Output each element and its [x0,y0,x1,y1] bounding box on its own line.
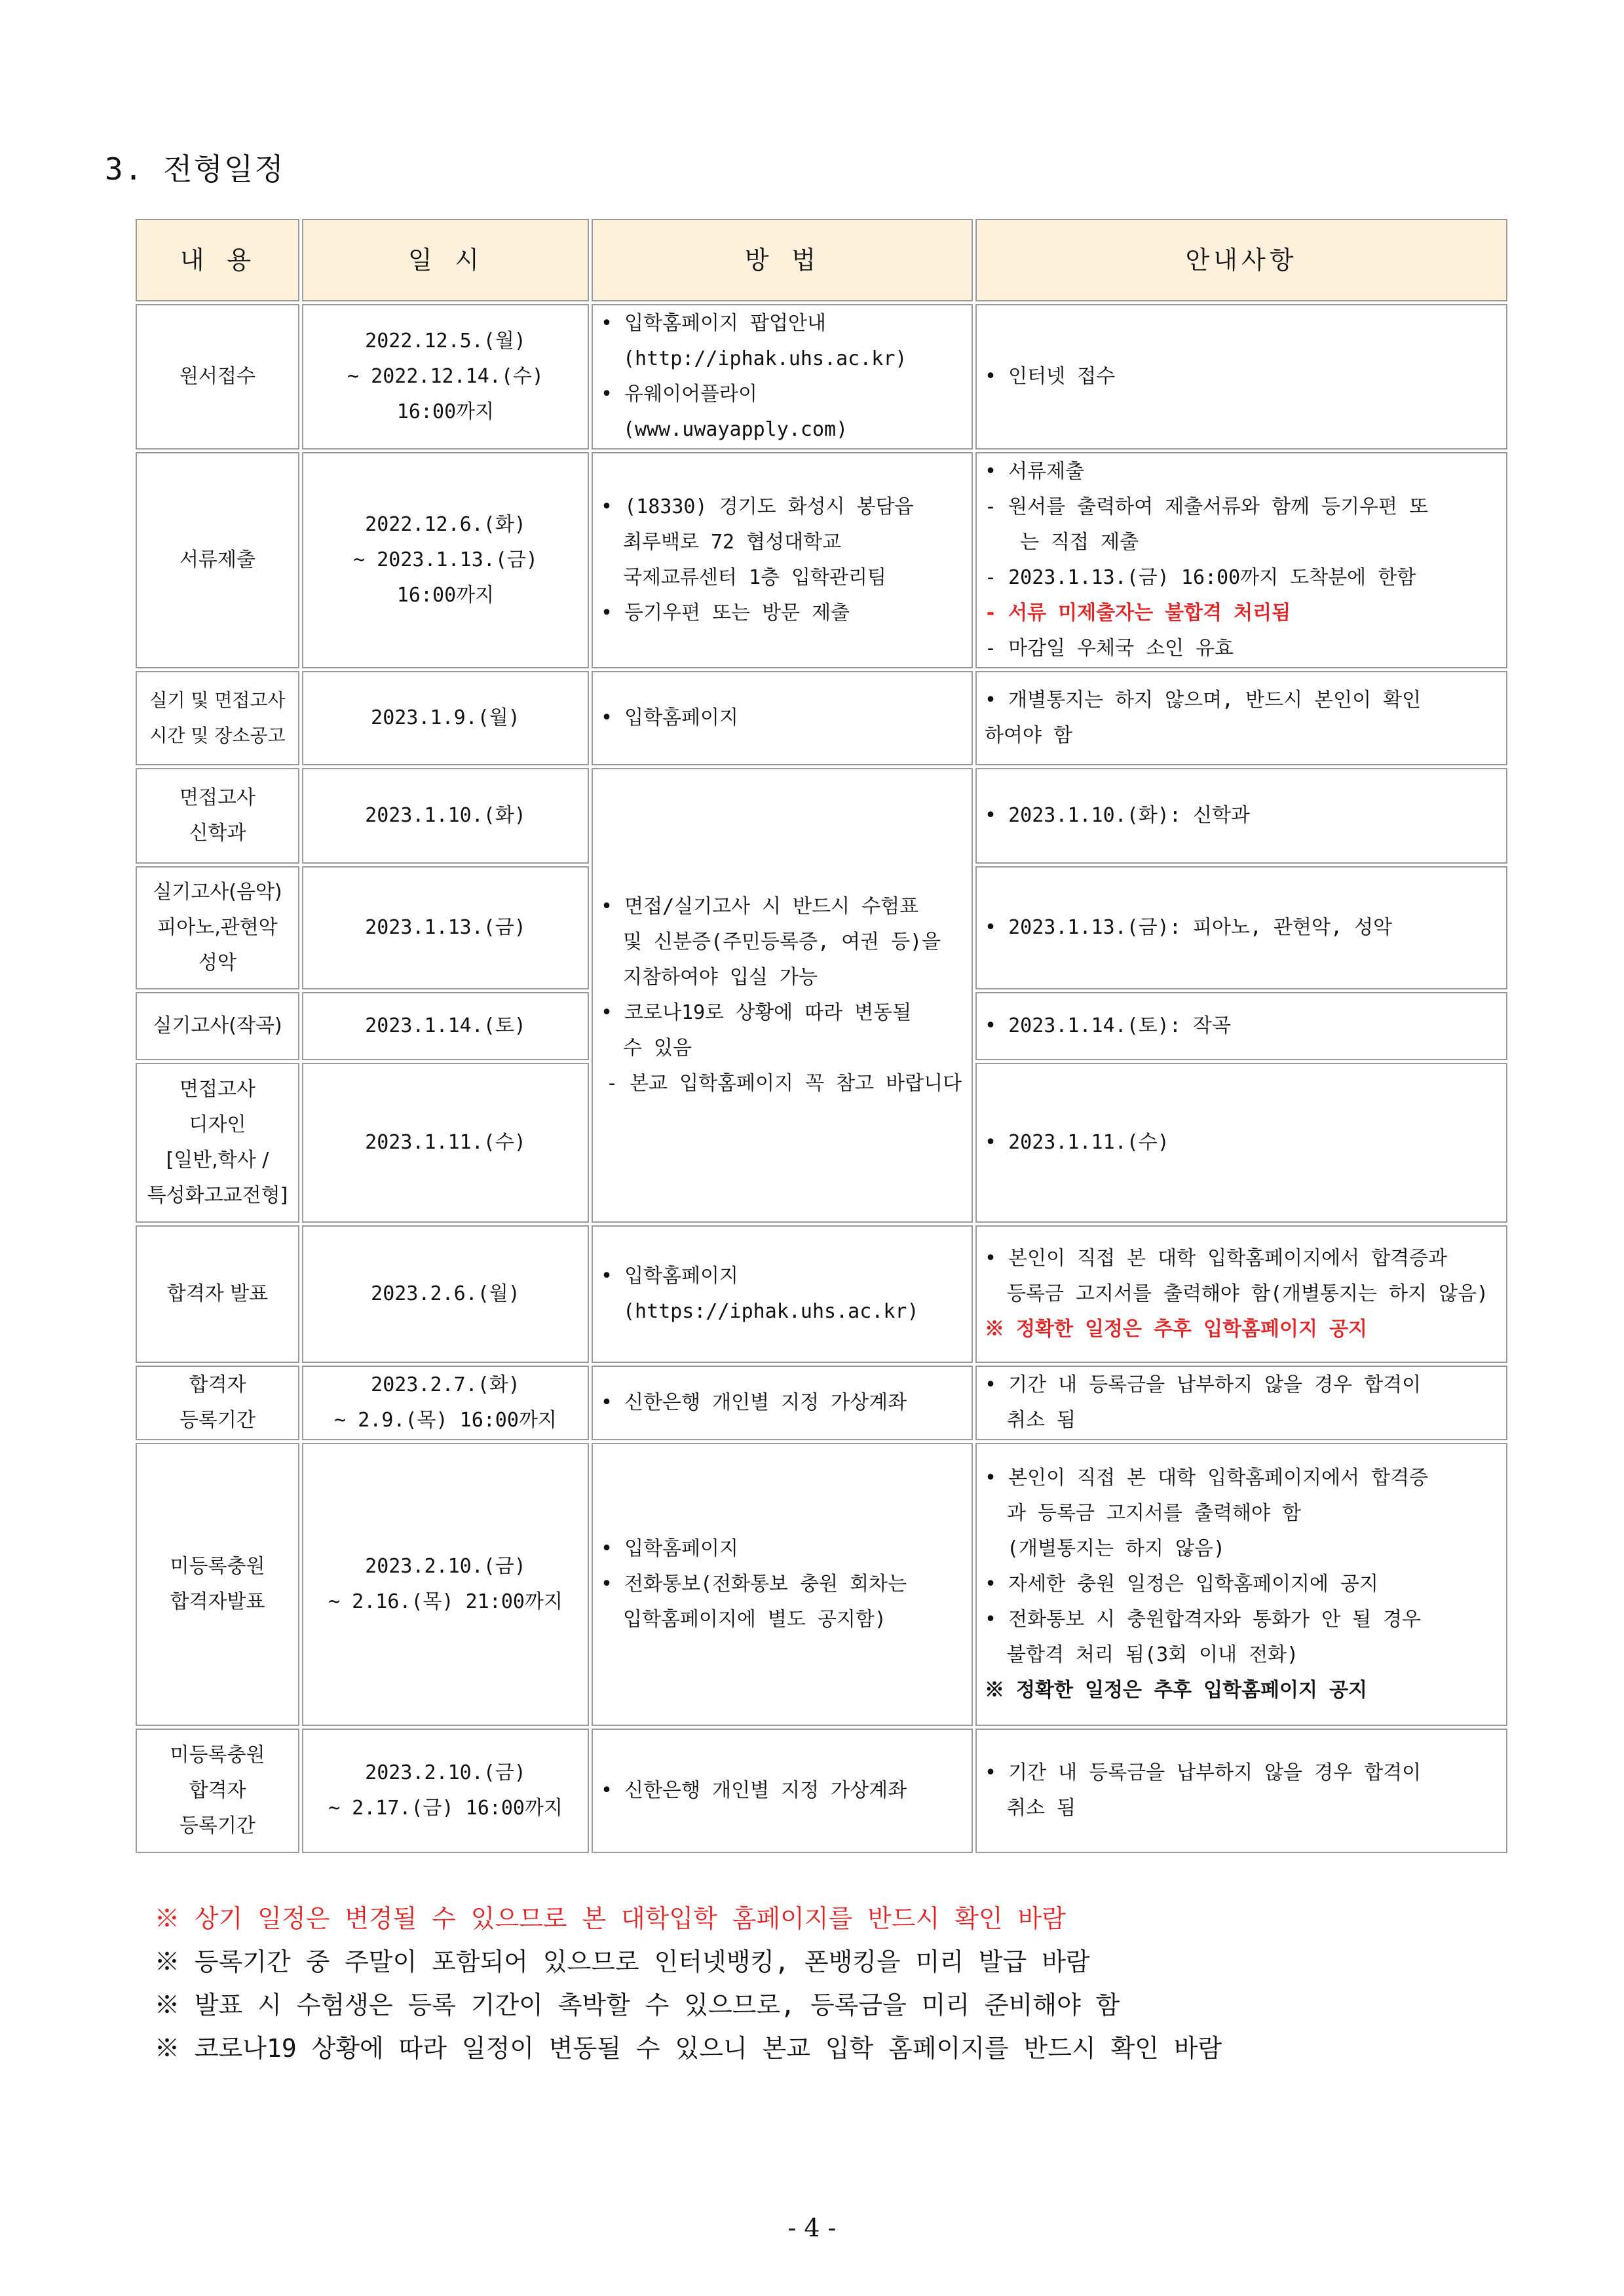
info-line: • 개별통지는 하지 않으며, 반드시 본인이 확인 [985,689,1422,712]
method-line: • 코로나19로 상황에 따라 변동될 [601,1001,912,1024]
row-method [592,1225,973,1363]
note-item-warning: ※ 상기 일정은 변경될 수 있으므로 본 대학입학 홈페이지를 반드시 확인 바람 [155,1904,1066,1933]
method-line: (www.uwayapply.com) [623,418,848,441]
header-date: 일 시 [302,219,589,301]
name-line: 디자인 [189,1113,246,1136]
name-line: 등록기간 [179,1814,255,1837]
table-row [136,768,1507,864]
row-name: 서류제출 [136,452,299,668]
row-info [975,1443,1507,1726]
name-line: 합격자 [189,1779,246,1802]
method-line: • (18330) 경기도 화성시 봉담읍 [601,495,914,518]
row-date [302,1366,589,1440]
method-line: • 입학홈페이지 [601,1265,739,1288]
row-info: • 2023.1.10.(화): 신학과 [975,768,1507,864]
row-name [136,1366,299,1440]
schedule-table [133,216,1510,1856]
table-row [136,304,1507,450]
name-line: 실기고사(음악) [153,881,282,904]
name-line: 등록기간 [179,1409,255,1432]
info-line: 는 직접 제출 [1020,531,1139,554]
row-info [975,1366,1507,1440]
method-line: 지참하여야 입실 가능 [623,966,818,989]
name-line: 합격자발표 [170,1590,265,1613]
info-line: 하여야 함 [985,724,1072,747]
info-line: 불합격 처리 됨(3회 이내 전화) [1007,1643,1299,1666]
date-line: 16:00까지 [396,400,495,423]
row-name [136,768,299,864]
row-method: • 입학홈페이지 [592,671,973,765]
method-line: • 등기우편 또는 방문 제출 [601,602,850,624]
table-row [136,1729,1507,1853]
date-line: ~ 2.17.(금) 16:00까지 [328,1797,563,1820]
name-line: 실기 및 면접고사 [149,689,286,711]
header-method: 방 법 [592,219,973,301]
info-line: • 자세한 충원 일정은 입학홈페이지에 공지 [985,1573,1379,1596]
info-line: • 본인이 직접 본 대학 입학홈페이지에서 합격증 [985,1466,1429,1489]
info-line: • 본인이 직접 본 대학 입학홈페이지에서 합격증과 [985,1247,1448,1270]
info-line: 취소 됨 [1007,1409,1076,1432]
method-line: • 전화통보(전화통보 충원 회차는 [601,1573,907,1596]
method-line: 입학홈페이지에 별도 공지함) [623,1608,886,1631]
date-line: ~ 2.9.(목) 16:00까지 [334,1409,557,1432]
date-line: 2023.2.10.(금) [365,1761,526,1784]
method-line: (http://iphak.uhs.ac.kr) [623,347,907,370]
row-name [136,1729,299,1853]
row-date: 2023.1.14.(토) [302,992,589,1060]
name-line: 합격자 [189,1373,246,1396]
table-row [136,671,1507,765]
row-method: • 신한은행 개인별 지정 가상계좌 [592,1729,973,1853]
method-line: 최루백로 72 협성대학교 [623,531,842,554]
row-info: • 2023.1.14.(토): 작곡 [975,992,1507,1060]
date-line: 16:00까지 [396,584,495,607]
name-line: 시간 및 장소공고 [149,725,286,746]
method-line: (https://iphak.uhs.ac.kr) [623,1300,919,1323]
row-name: 합격자 발표 [136,1225,299,1363]
name-line: 면접고사 [179,786,255,809]
row-method-shared [592,768,973,1223]
row-name [136,671,299,765]
row-info [975,671,1507,765]
info-line: • 기간 내 등록금을 납부하지 않을 경우 합격이 [985,1373,1422,1396]
method-line: • 유웨이어플라이 [601,383,757,406]
info-line: 과 등록금 고지서를 출력해야 함 [1007,1502,1301,1525]
name-line: 신학과 [189,822,246,845]
row-info [975,1225,1507,1363]
row-date: 2023.1.9.(월) [302,671,589,765]
name-line: 면접고사 [179,1078,255,1101]
date-line: ~ 2023.1.13.(금) [353,548,538,571]
info-line: (개별통지는 하지 않음) [1007,1537,1226,1560]
table-row [136,452,1507,668]
date-line: ~ 2022.12.14.(수) [347,365,544,388]
row-date: 2023.1.13.(금) [302,866,589,989]
header-name: 내 용 [136,219,299,301]
date-line: 2023.2.7.(화) [371,1373,520,1396]
row-method: • 신한은행 개인별 지정 가상계좌 [592,1366,973,1440]
info-line: 취소 됨 [1007,1797,1076,1820]
row-name: 실기고사(작곡) [136,992,299,1060]
method-line: 수 있음 [623,1037,692,1060]
info-line: - 원서를 출력하여 제출서류와 함께 등기우편 또 [985,495,1429,518]
row-name: 원서접수 [136,304,299,450]
date-line: 2022.12.5.(월) [365,330,526,353]
method-line: 및 신분증(주민등록증, 여권 등)을 [623,930,941,953]
info-line: - 마감일 우체국 소인 유효 [985,637,1234,660]
row-date: 2023.2.6.(월) [302,1225,589,1363]
date-line: ~ 2.16.(목) 21:00까지 [328,1590,563,1613]
row-name [136,1063,299,1223]
table-row [136,1225,1507,1363]
note-item: ※ 등록기간 중 주말이 포함되어 있으므로 인터넷뱅킹, 폰뱅킹을 미리 발급 바람 [155,1947,1090,1976]
method-line: 국제교류센터 1층 입학관리팀 [623,566,886,589]
info-line: • 서류제출 [985,460,1085,483]
method-line: • 면접/실기고사 시 반드시 수험표 [601,895,919,918]
note-item: ※ 발표 시 수험생은 등록 기간이 촉박할 수 있으므로, 등록금을 미리 준비해야 함 [155,1991,1120,2019]
name-line: 미등록충원 [170,1555,265,1578]
table-row [136,1366,1507,1440]
row-info: • 2023.1.13.(금): 피아노, 관현악, 성악 [975,866,1507,989]
row-date: 2023.1.11.(수) [302,1063,589,1223]
info-line-notice: ※ 정확한 일정은 추후 입학홈페이지 공지 [985,1679,1367,1702]
name-line: 성악 [198,951,236,974]
info-line: • 기간 내 등록금을 납부하지 않을 경우 합격이 [985,1761,1422,1784]
row-info [975,1729,1507,1853]
row-name [136,866,299,989]
row-info: • 2023.1.11.(수) [975,1063,1507,1223]
row-method [592,304,973,450]
info-line: 등록금 고지서를 출력해야 함(개별통지는 하지 않음) [1007,1282,1489,1305]
method-line: • 입학홈페이지 [601,1537,739,1560]
info-line-warning: - 서류 미제출자는 불합격 처리됨 [985,602,1291,624]
section-title: 3. 전형일정 [105,151,285,187]
page-number: - 4 - [787,2213,837,2242]
date-line: 2022.12.6.(화) [365,513,526,536]
method-line: - 본교 입학홈페이지 꼭 참고 바랍니다 [606,1072,962,1095]
info-line-notice: ※ 정확한 일정은 추후 입학홈페이지 공지 [985,1318,1367,1341]
row-date [302,1729,589,1853]
row-info [975,452,1507,668]
header-info: 안내사항 [975,219,1507,301]
row-name [136,1443,299,1726]
table-header-row [136,219,1507,301]
name-line: 피아노,관현악 [157,916,278,939]
notes [155,1897,1222,2070]
info-line: - 2023.1.13.(금) 16:00까지 도착분에 한함 [985,566,1416,589]
name-line: 특성화고교전형] [147,1184,288,1207]
row-date: 2023.1.10.(화) [302,768,589,864]
table-row [136,1443,1507,1726]
note-item: ※ 코로나19 상황에 따라 일정이 변동될 수 있으니 본교 입학 홈페이지를 반드시 확인 바람 [155,2034,1222,2063]
date-line: 2023.2.10.(금) [365,1555,526,1578]
info-line: • 인터넷 접수 [985,365,1116,388]
row-date [302,1443,589,1726]
row-date [302,452,589,668]
row-method [592,1443,973,1726]
row-date [302,304,589,450]
name-line: [일반,학사 / [166,1149,269,1172]
name-line: 미등록충원 [170,1744,265,1767]
row-method [592,452,973,668]
method-line: • 입학홈페이지 팝업안내 [601,312,826,335]
info-line: • 전화통보 시 충원합격자와 통화가 안 될 경우 [985,1608,1422,1631]
row-info [975,304,1507,450]
